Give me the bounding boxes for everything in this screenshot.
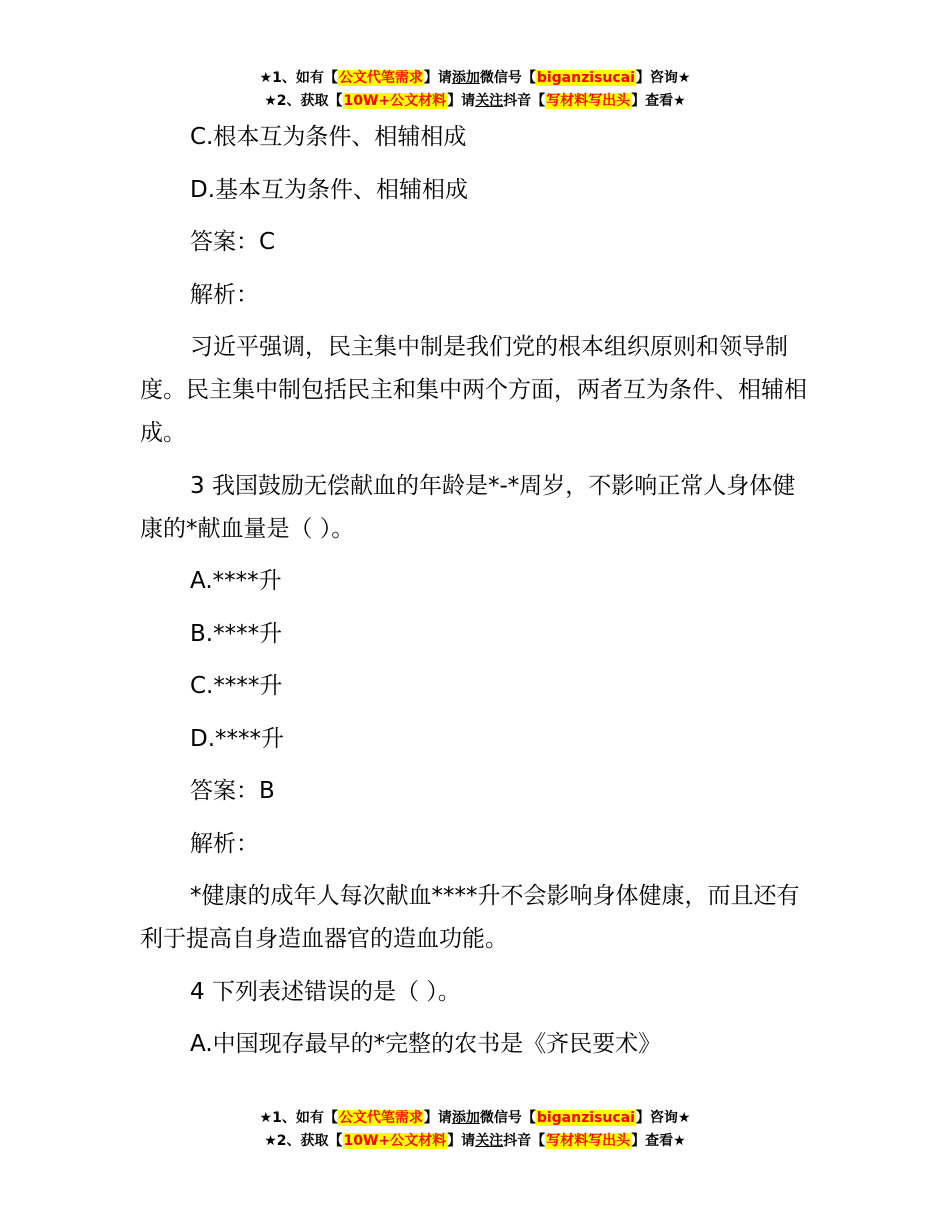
promo-text: 抖音【 xyxy=(503,1133,546,1149)
option-a: A.中国现存最早的*完整的农书是《齐民要术》 xyxy=(190,1031,662,1057)
option-d: D.基本互为条件、相辅相成 xyxy=(190,176,469,203)
promo-text: 】查看★ xyxy=(631,1133,686,1149)
analysis-heading: 解析： xyxy=(190,830,259,857)
promo-highlight: 公文代笔需求 xyxy=(338,1110,423,1126)
option-d: D.****升 xyxy=(190,725,285,752)
promo-line-2 xyxy=(0,90,950,113)
promo-text: 抖音【 xyxy=(503,93,546,109)
promo-underline: 关注 xyxy=(475,1133,504,1149)
answer: 答案：C xyxy=(190,229,276,255)
promo-highlight: 10W+公文材料 xyxy=(343,1133,447,1149)
promo-text: ★2、获取【 xyxy=(264,93,343,109)
promo-underline: 关注 xyxy=(475,93,504,109)
promo-text: 】查看★ xyxy=(631,93,686,109)
promo-text: ★1、如有【 xyxy=(259,1110,338,1126)
option-b: B.****升 xyxy=(190,620,283,647)
promo-text: ★1、如有【 xyxy=(259,70,338,86)
promo-highlight: biganzisucai xyxy=(536,70,635,86)
promo-text: 】请 xyxy=(423,1110,452,1126)
option-c: C.根本互为条件、相辅相成 xyxy=(190,124,467,150)
promo-highlight: 公文代笔需求 xyxy=(338,70,423,86)
promo-text: 微信号【 xyxy=(479,1110,536,1126)
promo-text: 微信号【 xyxy=(479,70,536,86)
analysis-heading: 解析： xyxy=(190,281,259,308)
promo-text: 】咨询★ xyxy=(635,1110,691,1126)
promo-text: 】请 xyxy=(447,1133,476,1149)
promo-highlight: 写材料写出头 xyxy=(546,93,631,109)
promo-line-2 xyxy=(0,1130,950,1153)
header-promo-banner xyxy=(0,67,950,113)
document-body xyxy=(140,116,812,1076)
promo-highlight: 写材料写出头 xyxy=(546,1133,631,1149)
promo-text: ★2、获取【 xyxy=(264,1133,343,1149)
option-a: A.****升 xyxy=(190,568,282,594)
promo-text: 】请 xyxy=(423,70,452,86)
promo-highlight: 10W+公文材料 xyxy=(343,93,447,109)
promo-highlight: biganzisucai xyxy=(536,1110,635,1126)
promo-line-1 xyxy=(0,67,950,90)
question-4: 4 下列表述错误的是（ ）。 xyxy=(190,978,461,1005)
analysis-text: 习近平强调，民主集中制是我们党的根本组织原则和领导制度。民主集中制包括民主和集中两个方面，两者互为条件、相辅相成。 xyxy=(140,334,807,446)
answer: 答案：B xyxy=(190,778,275,804)
promo-text: 】咨询★ xyxy=(635,70,691,86)
question-3: 3 我国鼓励无偿献血的年龄是*-*周岁，不影响正常人身体健康的*献血量是（ ）。 xyxy=(140,472,796,542)
promo-underline: 添加 xyxy=(451,70,480,86)
option-c: C.****升 xyxy=(190,673,283,699)
footer-promo-banner xyxy=(0,1107,950,1153)
promo-underline: 添加 xyxy=(451,1110,480,1126)
promo-line-1 xyxy=(0,1107,950,1130)
promo-text: 】请 xyxy=(447,93,476,109)
analysis-text: *健康的成年人每次献血****升不会影响身体健康，而且还有利于提高自身造血器官的造血功能。 xyxy=(140,883,800,952)
